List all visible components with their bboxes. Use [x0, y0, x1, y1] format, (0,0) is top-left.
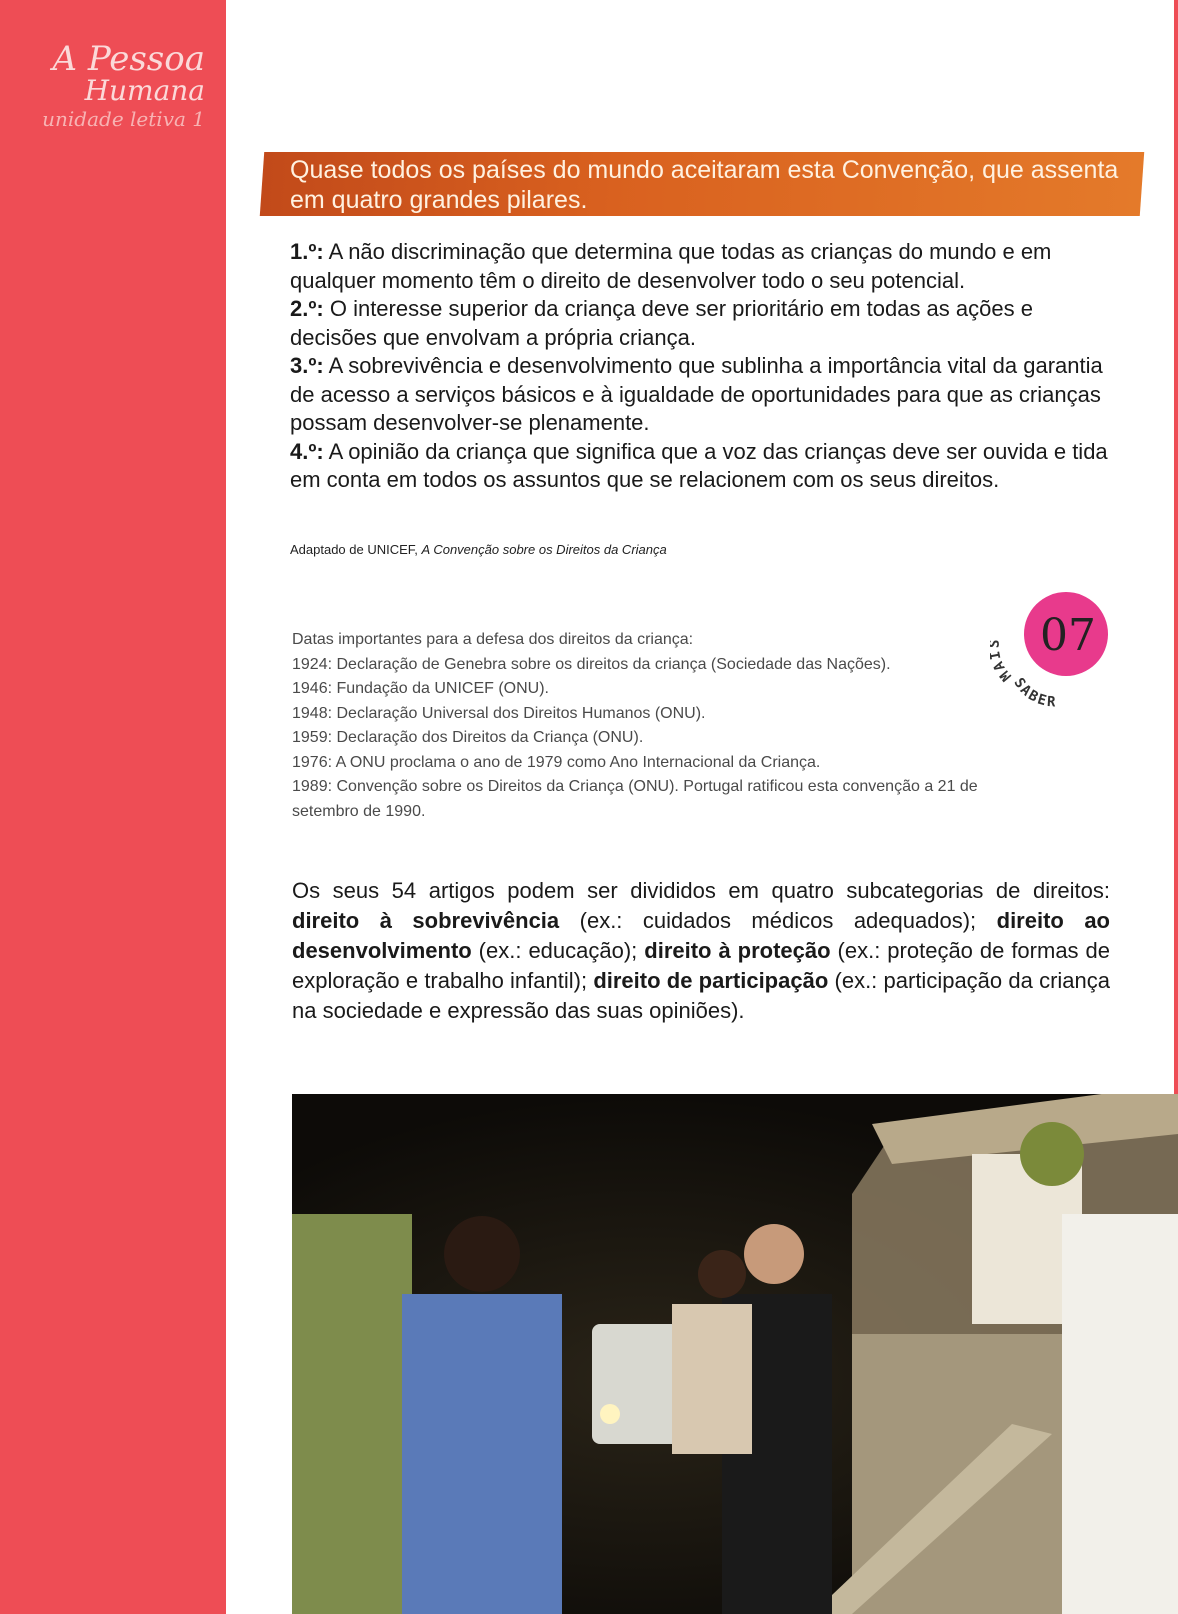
- pillar-number: 1.º:: [290, 239, 324, 264]
- articles-paragraph: [292, 876, 1110, 1026]
- badge-label-bottom: SABER: [1010, 675, 1058, 711]
- articles-text: (ex.: cuidados médicos adequados);: [559, 908, 997, 933]
- articles-intro: Os seus 54 artigos podem ser divididos em quatro subcategorias de direitos:: [292, 878, 1110, 903]
- source-prefix: Adaptado de UNICEF,: [290, 542, 422, 557]
- person-right: [1062, 1214, 1178, 1614]
- person-plaid-shirt: [402, 1294, 562, 1614]
- date-item: 1924: Declaração de Genebra sobre os direitos da criança (Sociedade das Nações).: [292, 655, 891, 673]
- date-item: 1959: Declaração dos Direitos da Criança (ONU).: [292, 729, 644, 746]
- person-head: [444, 1216, 520, 1292]
- banner-text: Quase todos os países do mundo aceitaram esta Convenção, que assenta em quatro grandes pilares.: [290, 156, 1119, 214]
- badge-label-top: MA: [990, 656, 1015, 684]
- right-protection: direito à proteção: [644, 938, 831, 963]
- right-participation: direito de participação: [593, 968, 829, 993]
- pillar-4: [290, 438, 1112, 495]
- night-truck-photo: [292, 1094, 1178, 1614]
- pillar-2: [290, 295, 1112, 352]
- source-citation: [290, 542, 667, 557]
- saber-mais-badge: [990, 586, 1140, 716]
- pillar-number: 4.º:: [290, 438, 324, 464]
- badge-number: 07: [1040, 610, 1096, 661]
- pillar-3: [290, 352, 1112, 438]
- pillar-number: 3.º:: [290, 353, 324, 378]
- source-title: A Convenção sobre os Direitos da Criança: [421, 542, 667, 557]
- pillar-1: [290, 238, 1112, 295]
- unit-branding: [0, 39, 205, 132]
- brand-line-2: Humana: [84, 74, 205, 107]
- man-head: [744, 1224, 804, 1284]
- pillar-text: O interesse superior da criança deve ser prioritário em todas as ações e decisões que envolvam a própria criança.: [290, 296, 1033, 350]
- child-head: [698, 1250, 746, 1298]
- important-dates-box: [292, 628, 992, 824]
- pillar-text: A sobrevivência e desenvolvimento que sublinha a importância vital da garantia de acesso a serviços básicos e à igualdade de oportunidades para que as crianças possam desenvolver-se plenamente.: [290, 353, 1103, 435]
- date-item: 1976: A ONU proclama o ano de 1979 como Ano Internacional da Criança.: [292, 753, 821, 771]
- articles-text: (ex.: participação da criança na sociedade e expressão das suas opiniões).: [292, 968, 1110, 1023]
- brand-line-3: unidade letiva 1: [42, 107, 205, 131]
- child-held: [672, 1304, 752, 1454]
- woman-headscarf: [1020, 1122, 1084, 1186]
- articles-text: (ex.: educação);: [471, 938, 645, 963]
- date-item: 1989: Convenção sobre os Direitos da Criança (ONU). Portugal ratificou esta convenção a 21 de setembro de 1990.: [292, 778, 978, 820]
- headlight: [600, 1404, 620, 1424]
- sidebar-band: [0, 0, 226, 1614]
- dates-heading: Datas importantes para a defesa dos direitos da criança:: [292, 631, 694, 648]
- date-item: 1946: Fundação da UNICEF (ONU).: [292, 680, 549, 697]
- brand-line-1: A Pessoa: [52, 39, 205, 79]
- date-item: 1948: Declaração Universal dos Direitos Humanos (ONU).: [292, 704, 706, 722]
- pillar-number: 2.º:: [290, 296, 324, 321]
- pillar-text: A opinião da criança que significa que a voz das crianças deve ser ouvida e tida em conta em todos os assuntos que se relacionem com os seus direitos.: [290, 438, 1108, 492]
- articles-text: (ex.: proteção de formas de exploração e trabalho infantil);: [292, 938, 1110, 993]
- right-development: direito ao desenvolvimento: [292, 908, 1110, 963]
- person-left: [292, 1214, 412, 1614]
- saber-mais-graphic: [990, 586, 1140, 716]
- right-survival: direito à sobrevivência: [292, 908, 560, 933]
- pillar-text: A não discriminação que determina que todas as crianças do mundo e em qualquer momento têm o direito de desenvolver todo o seu potencial.: [290, 239, 1052, 293]
- photo-illustration: [292, 1094, 1178, 1614]
- pillars-list: [290, 238, 1112, 495]
